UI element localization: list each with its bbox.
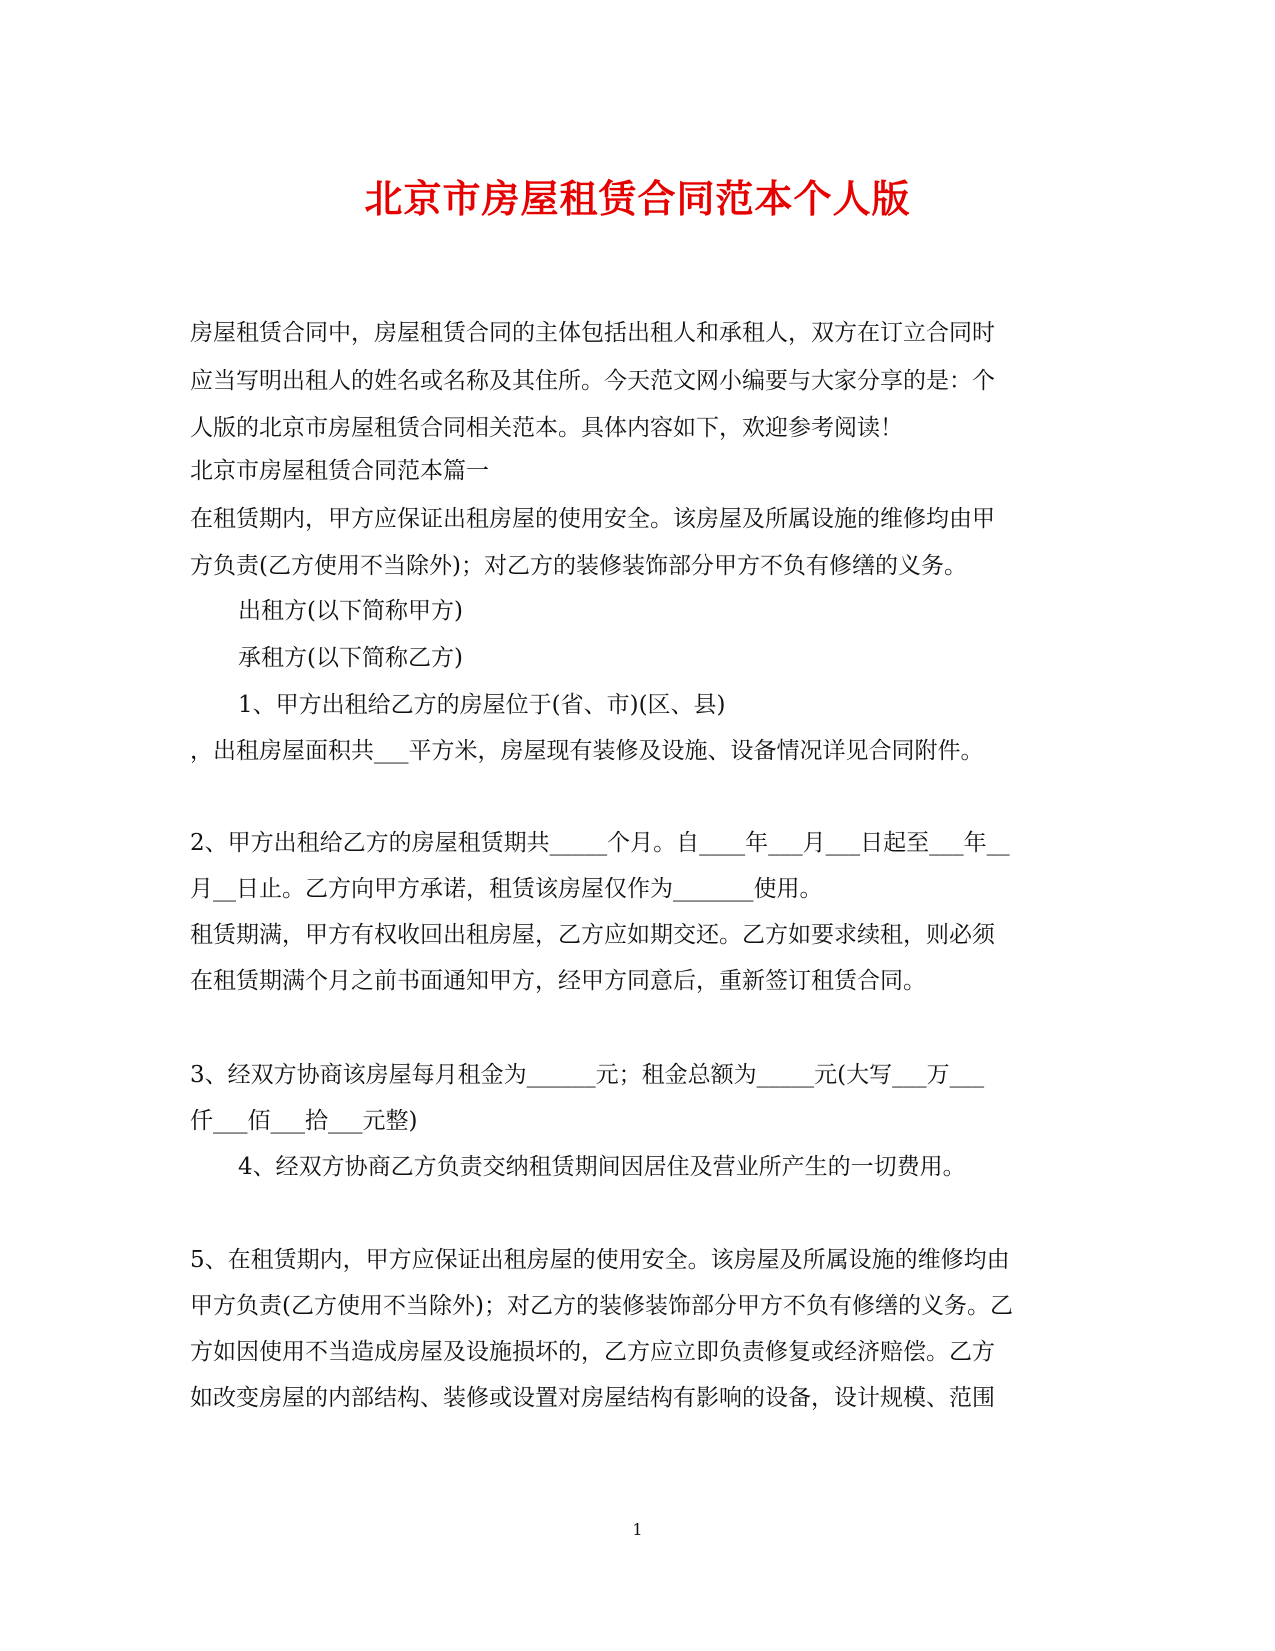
clause-2: 2、甲方出租给乙方的房屋租赁期共_____个月。自____年___月___日起至___年__ xyxy=(190,830,1010,856)
paragraph-line: 在租赁期满个月之前书面通知甲方，经甲方同意后，重新签订租赁合同。 xyxy=(190,968,926,994)
paragraph-line: 人版的北京市房屋租赁合同相关范本。具体内容如下，欢迎参考阅读！ xyxy=(190,415,903,441)
paragraph-line: 方如因使用不当造成房屋及设施损坏的，乙方应立即负责修复或经济赔偿。乙方 xyxy=(190,1339,995,1365)
paragraph-line: ，出租房屋面积共___平方米，房屋现有装修及设施、设备情况详见合同附件。 xyxy=(190,738,984,764)
section-heading: 北京市房屋租赁合同范本篇一 xyxy=(190,458,489,484)
clause-1: 1、甲方出租给乙方的房屋位于(省、市)(区、县) xyxy=(238,692,726,718)
paragraph-line: 仟___佰___拾___元整) xyxy=(190,1108,418,1134)
clause-4: 4、经双方协商乙方负责交纳租赁期间因居住及营业所产生的一切费用。 xyxy=(238,1154,966,1180)
paragraph-line: 月__日止。乙方向甲方承诺，租赁该房屋仅作为_______使用。 xyxy=(190,876,823,902)
lessee-line: 承租方(以下简称乙方) xyxy=(238,645,463,671)
document-title: 北京市房屋租赁合同范本个人版 xyxy=(364,176,911,221)
paragraph-line: 如改变房屋的内部结构、装修或设置对房屋结构有影响的设备，设计规模、范围 xyxy=(190,1385,995,1411)
paragraph-line: 房屋租赁合同中，房屋租赁合同的主体包括出租人和承租人，双方在订立合同时 xyxy=(190,320,995,346)
lessor-line: 出租方(以下简称甲方) xyxy=(238,598,463,624)
paragraph-line: 应当写明出租人的姓名或名称及其住所。今天范文网小编要与大家分享的是：个 xyxy=(190,368,995,394)
page-number: 1 xyxy=(632,1520,643,1539)
paragraph-line: 租赁期满，甲方有权收回出租房屋，乙方应如期交还。乙方如要求续租，则必须 xyxy=(190,922,995,948)
paragraph-line: 甲方负责(乙方使用不当除外)；对乙方的装修装饰部分甲方不负有修缮的义务。乙 xyxy=(190,1293,1013,1319)
clause-3: 3、经双方协商该房屋每月租金为______元；租金总额为_____元(大写___万___ xyxy=(190,1062,985,1088)
paragraph-line: 在租赁期内，甲方应保证出租房屋的使用安全。该房屋及所属设施的维修均由甲 xyxy=(190,506,995,532)
paragraph-line: 方负责(乙方使用不当除外)；对乙方的装修装饰部分甲方不负有修缮的义务。 xyxy=(190,553,967,579)
clause-5: 5、在租赁期内，甲方应保证出租房屋的使用安全。该房屋及所属设施的维修均由 xyxy=(190,1247,1010,1273)
